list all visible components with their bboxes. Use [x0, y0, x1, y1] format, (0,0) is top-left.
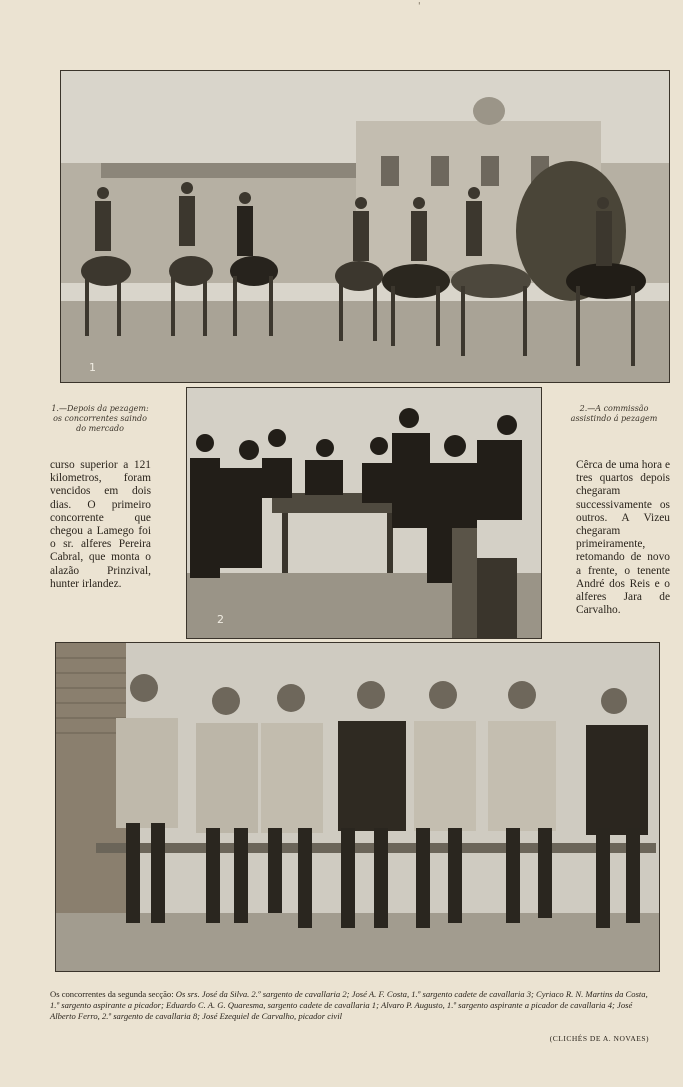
commission-illustration [187, 388, 542, 639]
caption-commission: 2.—A commissão assistindo á pezagem [570, 404, 658, 423]
photo-horsemen [60, 70, 670, 383]
page-mark: ' [418, 2, 421, 12]
competitors-caption-names: Os srs. José da Silva. 2.º sargento de cavallaria 2; José A. F. Costa, 1.º sargento cadete de cavallaria 3; Cyriaco R. N. Martins da Costa, 1.º sargento aspirante a picador; Eduardo C. A. G. Quaresma, sargento cadete de cavallaria 1; Alvaro P. Augusto, 1.º sargento aspirante a picador de cavallaria 4; José Alberto Ferro, 2.º sargento de cavallaria 8; José Ezequiel de Carvalho, picador civil [50, 989, 648, 1022]
article-left-paragraph: curso superior a 121 kilometros, foram vencidos em dois dias. O primeiro concorrente que chegou a Lamego foi o sr. alferes Pereira Cabral, que monta o alazão Prinzival, hunter irlandez. [50, 459, 151, 590]
article-left-column [50, 459, 151, 591]
photo-credit: (CLICHÉS DE A. NOVAES) [549, 1034, 649, 1043]
photo-commission [186, 387, 542, 639]
caption-weighing-exit: 1.—Depois da pezagem: os concorrentes saindo do mercado [51, 404, 149, 433]
group-illustration [56, 643, 660, 972]
article-right-column [576, 459, 670, 617]
competitors-caption-lead: Os concorrentes da segunda secção: [50, 989, 174, 999]
competitors-caption [50, 989, 650, 1023]
horsemen-illustration [61, 71, 670, 383]
photo-competitors-group [55, 642, 660, 972]
photo-number: 1 [89, 361, 96, 374]
article-right-paragraph: Cêrca de uma hora e tres quartos depois chegaram successivamente os outros. A Vizeu chegaram primeiramente, retomando de novo a frente, o tenente André dos Reis e o alferes Jara de Carvalho. [576, 459, 670, 617]
photo-number: 2 [217, 613, 224, 626]
